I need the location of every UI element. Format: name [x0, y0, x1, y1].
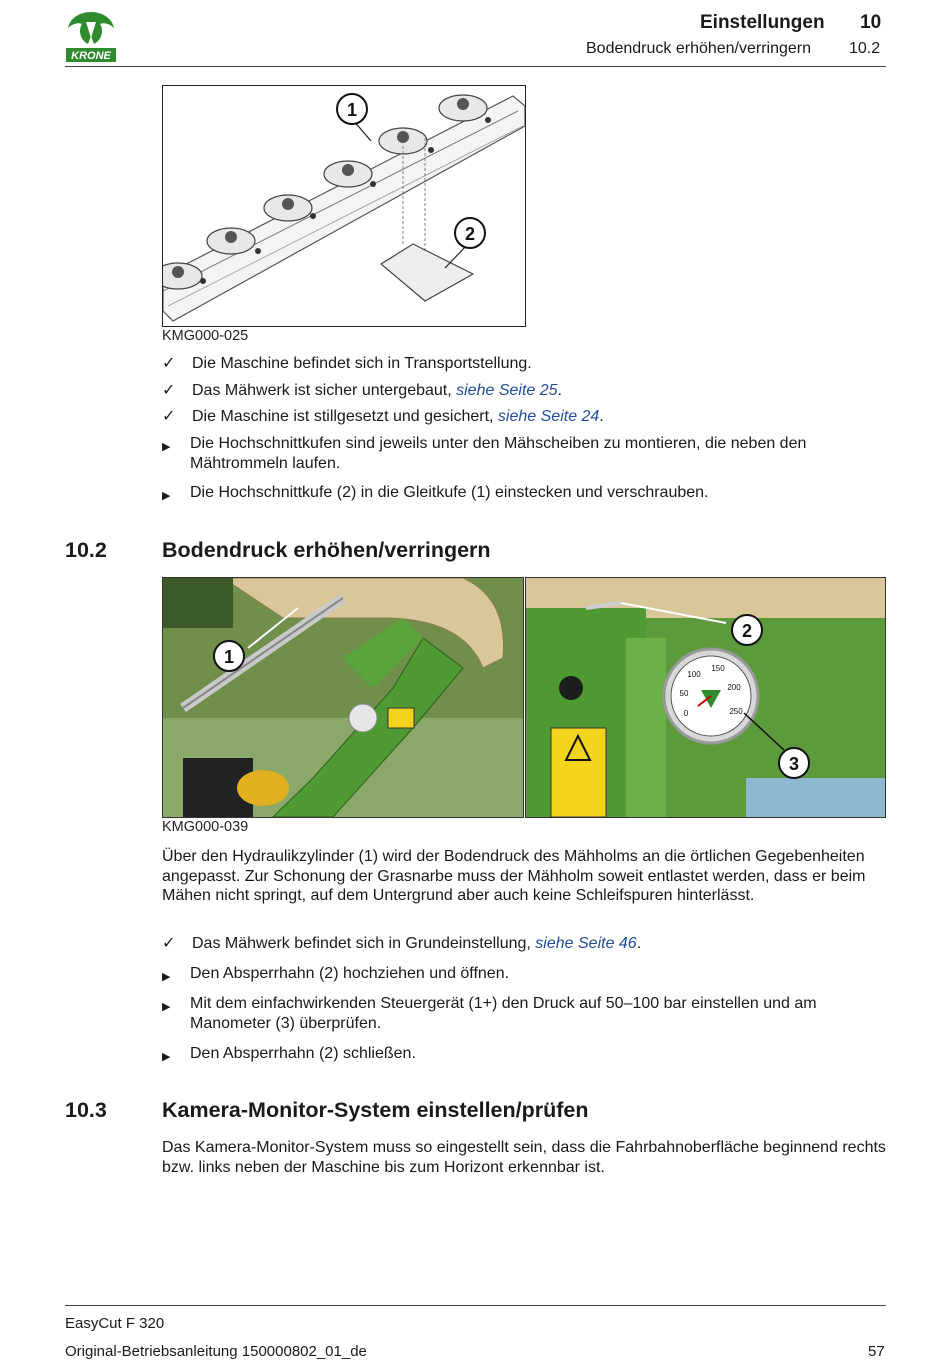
section-title: Kamera-Monitor-System einstellen/prüfen: [162, 1098, 589, 1122]
instruction-step: [162, 964, 862, 984]
header-divider: [65, 66, 886, 67]
arrow-bullet-icon: ▶: [162, 441, 171, 453]
krone-logo: [62, 8, 120, 64]
gauge-label-250: 250: [729, 707, 743, 716]
gauge-label-100: 100: [687, 670, 701, 679]
instruction-step: [162, 434, 862, 474]
prerequisite-item: [162, 407, 862, 427]
arrow-bullet-icon: ▶: [162, 490, 171, 502]
item-text: Mit dem einfachwirkenden Steuergerät (1+) den Druck auf 50–100 bar einstellen und am Manometer (3) überprüfen.: [190, 995, 817, 1032]
section-number: 10.2: [65, 538, 107, 562]
item-text-suffix: .: [636, 935, 642, 952]
item-text-suffix: .: [557, 382, 562, 399]
item-text: Die Maschine ist stillgesetzt und gesichert,: [192, 408, 498, 425]
section-number-header: 10.2: [849, 40, 881, 57]
page-reference-link[interactable]: siehe Seite 24: [497, 408, 600, 425]
item-text: Die Hochschnittkufe (2) in die Gleitkufe (1) einstecken und verschrauben.: [190, 484, 709, 501]
item-text-suffix: .: [599, 408, 604, 425]
gauge-label-200: 200: [727, 683, 741, 692]
gauge-label-50: 50: [679, 689, 689, 698]
footer-product: EasyCut F 320: [65, 1315, 165, 1332]
figure-mower-bar: [162, 85, 526, 327]
chapter-number: 10: [860, 12, 882, 33]
figure-hydraulic-cylinder: [162, 577, 524, 818]
chapter-title: Einstellungen: [700, 12, 825, 33]
gauge-label-150: 150: [711, 664, 725, 673]
gauge-label-0: 0: [683, 709, 689, 718]
instruction-step: [162, 483, 862, 503]
footer-manual: Original-Betriebsanleitung 150000802_01_de: [65, 1343, 367, 1360]
callout-2: 2: [464, 224, 476, 244]
arrow-bullet-icon: ▶: [162, 971, 171, 983]
logo-text: KRONE: [71, 50, 111, 62]
checkmark-icon: ✓: [162, 935, 176, 952]
item-text: Den Absperrhahn (2) hochziehen und öffnen.: [190, 965, 510, 982]
arrow-bullet-icon: ▶: [162, 1001, 171, 1013]
checkmark-icon: ✓: [162, 382, 176, 399]
page-reference-link[interactable]: siehe Seite 46: [535, 935, 637, 952]
checkmark-icon: ✓: [162, 355, 176, 372]
item-text: Das Mähwerk ist sicher untergebaut,: [192, 382, 457, 399]
item-text: Den Absperrhahn (2) schließen.: [190, 1045, 416, 1062]
section-title: Bodendruck erhöhen/verringern: [162, 538, 491, 562]
item-text: Die Maschine befindet sich in Transportstellung.: [192, 355, 532, 372]
callout-1: 1: [223, 647, 235, 667]
figure-caption: KMG000-039: [162, 819, 249, 835]
item-text: Die Hochschnittkufen sind jeweils unter den Mähscheiben zu montieren, die neben den Mähtrommeln laufen.: [190, 435, 807, 472]
footer-divider: [65, 1305, 886, 1306]
arrow-bullet-icon: ▶: [162, 1051, 171, 1063]
section-number: 10.3: [65, 1098, 107, 1122]
callout-1: 1: [346, 100, 358, 120]
page-number: 57: [868, 1343, 885, 1360]
section-title-header: Bodendruck erhöhen/verringern: [586, 40, 812, 57]
item-text: Das Mähwerk befindet sich in Grundeinstellung,: [192, 935, 536, 952]
page-reference-link[interactable]: siehe Seite 25: [456, 382, 558, 399]
prerequisite-item: [162, 934, 862, 954]
callout-3: 3: [788, 754, 800, 774]
prerequisite-item: [162, 354, 862, 374]
figure-manometer: [525, 577, 886, 818]
body-paragraph: Über den Hydraulikzylinder (1) wird der Bodendruck des Mähholms an die örtlichen Gegebenheiten angepasst. Zur Schonung der Grasnarbe muss der Mähholm soweit entlastet werden, dass er beim Mähen nicht springt, auf dem Untergrund aber auch keine Schleifspuren hinterlässt.: [162, 848, 866, 904]
body-paragraph: Das Kamera-Monitor-System muss so eingestellt sein, dass die Fahrbahnoberfläche beginnend rechts bzw. links neben der Maschine bis zum Horizont erkennbar ist.: [162, 1139, 886, 1176]
instruction-step: [162, 1044, 862, 1064]
checkmark-icon: ✓: [162, 408, 176, 425]
callout-2: 2: [741, 621, 753, 641]
prerequisite-item: [162, 381, 862, 401]
instruction-step: [162, 994, 862, 1034]
figure-caption: KMG000-025: [162, 328, 249, 344]
